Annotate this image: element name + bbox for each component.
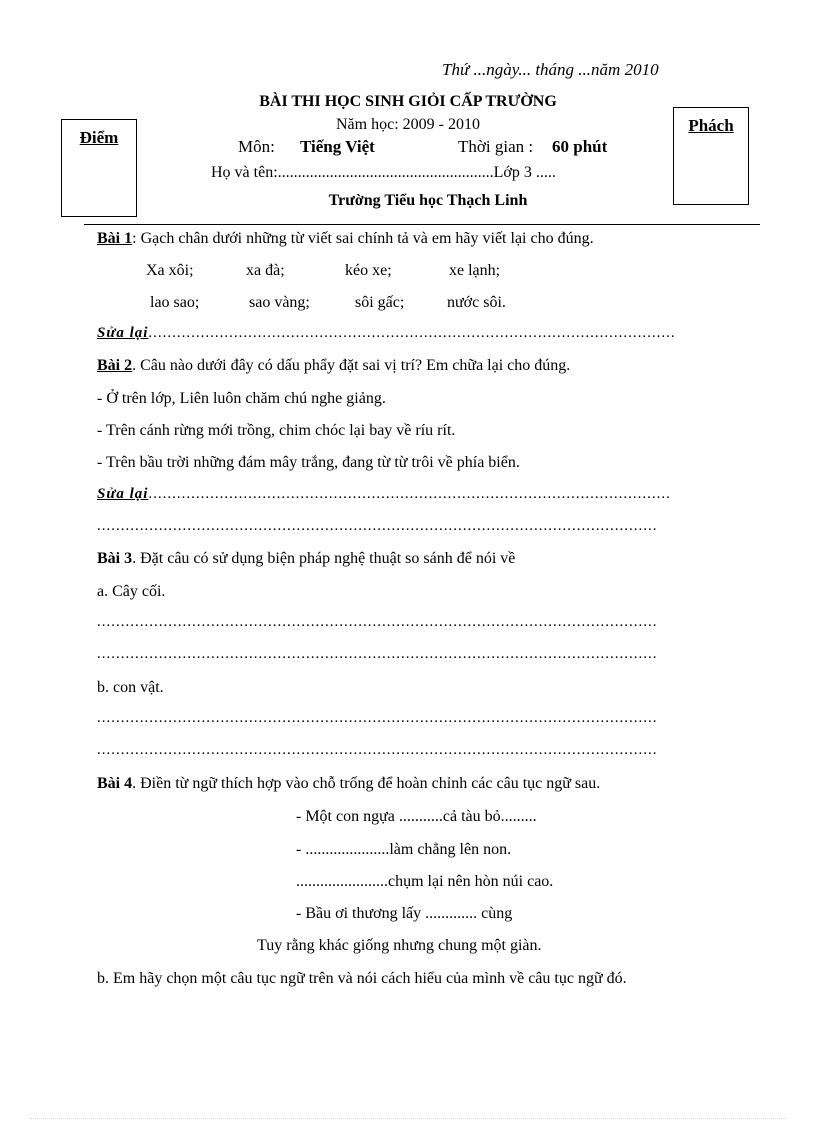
name-class-line: Họ và tên:......................................................Lớp 3 ..... <box>211 164 556 181</box>
bai1-word-8: nước sôi. <box>447 294 506 311</box>
bai1-word-5: lao sao; <box>150 294 200 311</box>
bai3-a-answer-line-2[interactable]: ...................................................................................................................... <box>97 646 658 662</box>
bai4-text: . Điền từ ngữ thích hợp vào chỗ trống để hoàn chỉnh các câu tục ngữ sau. <box>132 775 601 792</box>
bai2-answer-line[interactable]: ...................................................................................................................... <box>97 518 658 534</box>
school-name: Trường Tiểu học Thạch Linh <box>328 192 528 209</box>
bai4-proverb-2: - .....................làm chẳng lên non. <box>296 841 512 858</box>
code-box-label: Phách <box>688 116 734 135</box>
bai1-word-4: xe lạnh; <box>449 262 501 279</box>
exam-title: BÀI THI HỌC SINH GIỎI CẤP TRƯỜNG <box>259 93 557 110</box>
subject-label: Môn: <box>238 137 275 156</box>
bai2-item-1: - Ở trên lớp, Liên luôn chăm chú nghe giảng. <box>97 390 386 407</box>
page-bottom-divider <box>30 1118 786 1119</box>
time-label: Thời gian : <box>458 137 534 156</box>
bai3-b-answer-line-2[interactable]: ...................................................................................................................... <box>97 742 658 758</box>
bai1-word-6: sao vàng; <box>249 294 310 311</box>
bai1-word-3: kéo xe; <box>345 262 392 279</box>
bai4-proverb-3: .......................chụm lại nên hòn núi cao. <box>296 873 554 890</box>
bai1-fix-dots: ............................................................................................................... <box>148 325 676 341</box>
time-value: 60 phút <box>552 137 608 156</box>
bai3-text: . Đặt câu có sử dụng biện pháp nghệ thuật so sánh để nói về <box>132 550 516 567</box>
school-year: Năm học: 2009 - 2010 <box>336 116 480 133</box>
bai3-a-answer-line-1[interactable]: ...................................................................................................................... <box>97 614 658 630</box>
bai4-part-b: b. Em hãy chọn một câu tục ngữ trên và nói cách hiểu của mình về câu tục ngữ đó. <box>97 970 627 987</box>
bai1-word-2: xa đà; <box>246 262 285 279</box>
bai4-proverb-5: Tuy rằng khác giống nhưng chung một giàn. <box>257 937 542 954</box>
bai1-word-1: Xa xôi; <box>146 262 194 279</box>
date-line: Thứ ...ngày... tháng ...năm 2010 <box>442 60 659 79</box>
bai1-prompt <box>97 230 594 248</box>
bai2-fix-line[interactable] <box>97 486 755 506</box>
bai4-prompt <box>97 775 600 793</box>
bai2-fix-dots: .............................................................................................................. <box>148 486 671 502</box>
bai3-prompt <box>97 550 515 568</box>
header-divider <box>84 224 760 225</box>
bai1-word-7: sôi gấc; <box>355 294 405 311</box>
bai2-text: . Câu nào dưới đây có dấu phẩy đặt sai vị trí? Em chữa lại cho đúng. <box>132 357 571 374</box>
bai2-label: Bài 2 <box>97 357 133 374</box>
bai2-item-2: - Trên cánh rừng mới trồng, chim chóc lại bay về ríu rít. <box>97 422 456 439</box>
bai3-part-a: a. Cây cối. <box>97 583 166 600</box>
bai4-proverb-4: - Bầu ơi thương lấy ............. cùng <box>296 905 513 922</box>
bai2-prompt <box>97 357 570 375</box>
bai3-label: Bài 3 <box>97 550 133 567</box>
code-box <box>673 107 749 205</box>
bai1-fix-label: Sửa lại <box>97 325 149 341</box>
bai1-text: : Gạch chân dưới những từ viết sai chính tả và em hãy viết lại cho đúng. <box>132 230 594 247</box>
subject-value: Tiếng Việt <box>300 137 375 156</box>
score-box-label: Điểm <box>79 128 119 147</box>
bai3-b-answer-line-1[interactable]: ...................................................................................................................... <box>97 710 658 726</box>
bai1-label: Bài 1 <box>97 230 133 247</box>
bai1-fix-line[interactable] <box>97 325 755 345</box>
bai2-fix-label: Sửa lại <box>97 486 149 502</box>
bai2-item-3: - Trên bầu trời những đám mây trắng, đang từ từ trôi về phía biển. <box>97 454 520 471</box>
bai4-label: Bài 4 <box>97 775 133 792</box>
bai3-part-b: b. con vật. <box>97 679 164 696</box>
bai4-proverb-1: - Một con ngựa ...........cả tàu bỏ......... <box>296 808 537 825</box>
